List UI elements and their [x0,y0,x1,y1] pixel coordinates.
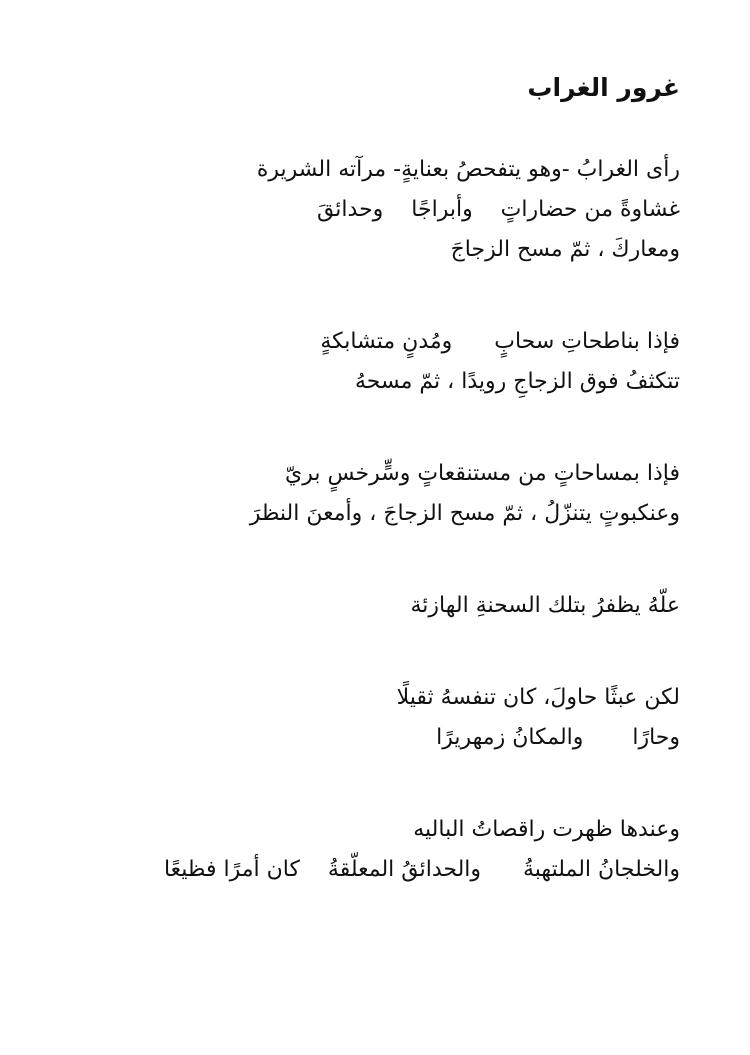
title-spacer [60,108,680,150]
stanza-6 [60,810,680,890]
poem-line: فإذا بمساحاتٍ من مستنقعاتٍ وسٍّرخسٍ بريّ [285,461,680,486]
poem-line: غشاوةً من حضاراتٍ وأبراجًا وحدائقَ [316,197,680,222]
poem-line: وعنكبوتٍ يتنزّلُ ، ثمّ مسح الزجاجَ ، وأمعنَ النظرَ [249,501,680,526]
poem-line: والخلجانُ الملتهبةُ والحدائقُ المعلّقةُ كان أمرًا فظيعًا [163,857,680,882]
stanza-1 [60,150,680,270]
poem-title: غرور الغراب [527,73,680,102]
stanza-spacer [60,534,680,586]
poem-line: لكن عبثًا حاولَ، كان تنفسهُ ثقيلًا [396,685,680,710]
stanza-4 [60,586,680,626]
stanza-3 [60,454,680,534]
stanza-spacer [60,270,680,322]
poem-line: ومعاركَ ، ثمّ مسح الزجاجَ [450,237,680,262]
poem-line: فإذا بناطحاتِ سحابٍ ومُدنٍ متشابكةٍ [320,329,680,354]
stanza-spacer [60,402,680,454]
poem [60,68,680,890]
poem-line: رأى الغرابُ -وهو يتفحصُ بعنايةٍ- مرآته الشريرة [256,157,680,182]
poem-line: تتكثفُ فوق الزجاجِ رويدًا ، ثمّ مسحهُ [355,369,680,394]
poem-line: وحارًا والمكانُ زمهريرًا [436,725,680,750]
stanza-5 [60,678,680,758]
stanza-spacer [60,758,680,810]
stanza-2 [60,322,680,402]
stanza-spacer [60,626,680,678]
poem-line: وعندها ظهرت راقصاتُ الباليه [413,817,680,842]
poem-line: علّهُ يظفرُ بتلك السحنةِ الهازئة [410,593,680,618]
